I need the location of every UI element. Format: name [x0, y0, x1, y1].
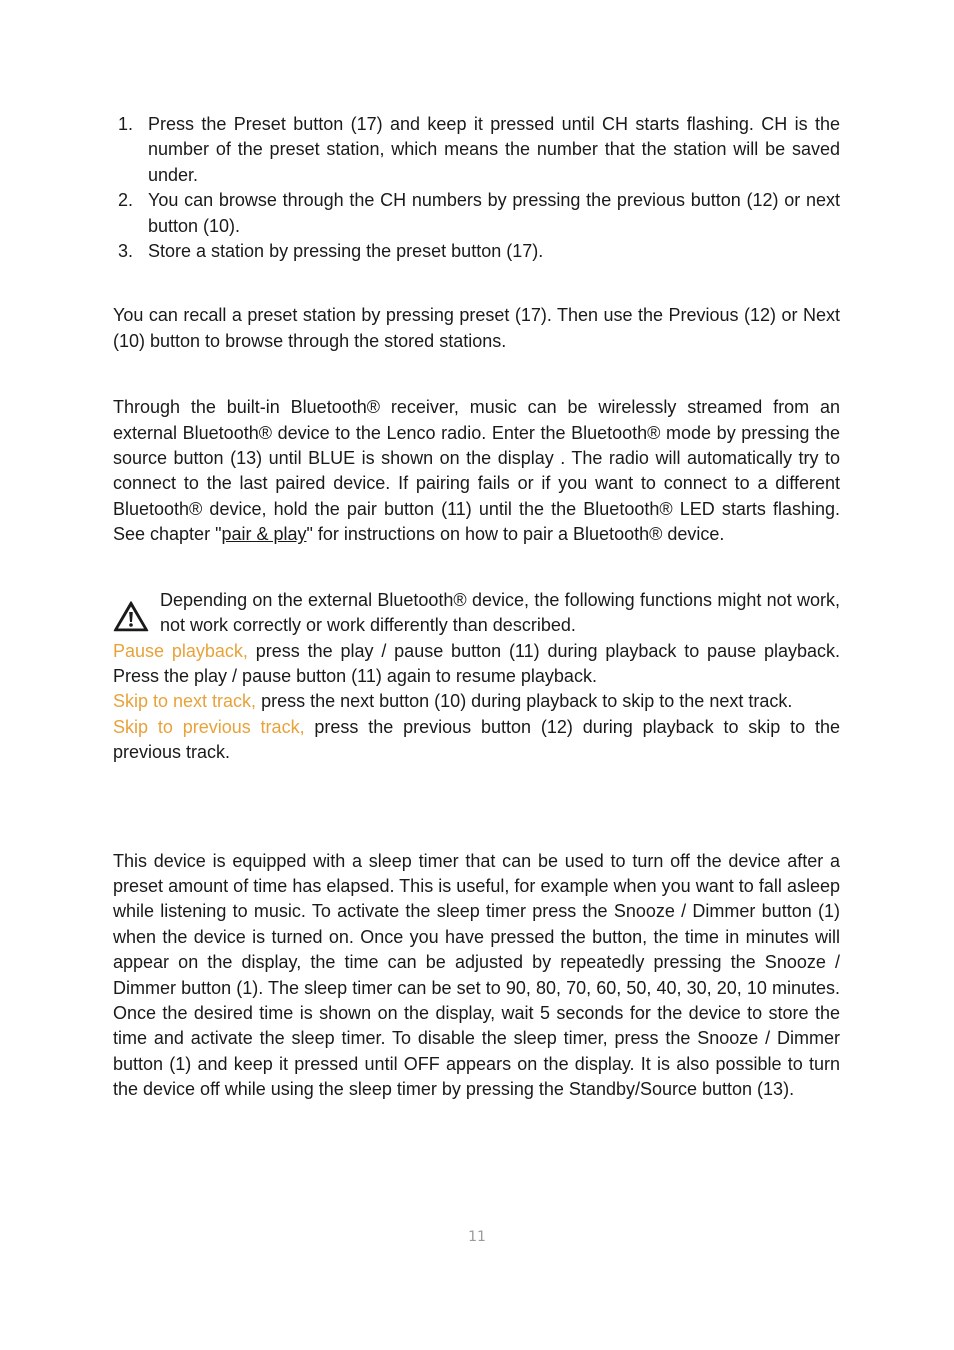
warning-triangle-icon [113, 600, 149, 632]
function-text: press the play / pause button (11) during playback to pause playback. Press the play / pause button (11) again to resume playback. [113, 640, 840, 686]
list-item [113, 239, 840, 264]
warning-text: Depending on the external Bluetooth® device, the following functions might not work, not work correctly or work differently than described. [160, 589, 840, 636]
function-text: press the next button (10) during playback to skip to the next track. [256, 691, 793, 712]
warning-block [113, 588, 840, 639]
document-page [113, 112, 840, 1103]
step-number: 1. [118, 114, 134, 134]
function-label: Skip to next track, [113, 691, 257, 712]
function-skip-next [113, 689, 840, 714]
bluetooth-paragraph [113, 395, 840, 547]
function-label: Skip to previous track, [113, 716, 305, 737]
bluetooth-text: Through the built-in Bluetooth® receiver, music can be wirelessly streamed from an external Bluetooth® device to the Lenco radio. Enter the Bluetooth® mode by pressing the source button (13) until BLUE is shown on the display . The radio will automatically try to connect to the last paired device. If pairing fails or if you want to connect to a different Bluetooth® device, hold the pair button (11) until the the Bluetooth® LED starts flashing. See chapter " [113, 397, 840, 545]
list-item [113, 188, 840, 239]
recall-paragraph: You can recall a preset station by pressing preset (17). Then use the Previous (12) or Next (10) button to browse through the stored stations. [113, 305, 840, 351]
step-text: You can browse through the CH numbers by pressing the previous button (12) or next button (10). [148, 190, 840, 236]
step-text: Store a station by pressing the preset button (17). [148, 241, 544, 262]
step-number: 2. [118, 190, 134, 211]
list-item [113, 112, 840, 188]
sleep-timer-paragraph: This device is equipped with a sleep timer that can be used to turn off the device after a preset amount of time has elapsed. This is useful, for example when you want to fall asleep while listening to music. To activate the sleep timer press the Snooze / Dimmer button (1) when the device is turned on. Once you have pressed the button, the time in minutes will appear on the display, the time can be adjusted by repeatedly pressing the Snooze / Dimmer button (1). The sleep timer can be set to 90, 80, 70, 60, 50, 40, 30, 20, 10 minutes. Once the desired time is shown on the display, wait 5 seconds for the device to store the time and activate the sleep timer. To disable the sleep timer, press the Snooze / Dimmer button (1) and keep it pressed until OFF appears on the display. It is also possible to turn the device off while using the sleep timer by pressing the Standby/Source button (13). [113, 850, 840, 1100]
function-skip-previous [113, 715, 840, 766]
function-text: press the previous button (12) during playback to skip to the previous track. [113, 716, 840, 763]
bluetooth-text-end: " for instructions on how to pair a Bluetooth® device. [306, 524, 725, 545]
function-pause-playback [113, 639, 840, 690]
preset-steps-list [113, 112, 840, 264]
step-text: Press the Preset button (17) and keep it pressed until CH starts flashing. CH is the number of the preset station, which means the number that the station will be saved under. [148, 114, 840, 185]
function-label: Pause playback, [113, 640, 248, 661]
pair-and-play-link[interactable]: pair & play [221, 524, 307, 545]
step-number: 3. [118, 241, 134, 262]
page-number: 11 [468, 1229, 486, 1245]
